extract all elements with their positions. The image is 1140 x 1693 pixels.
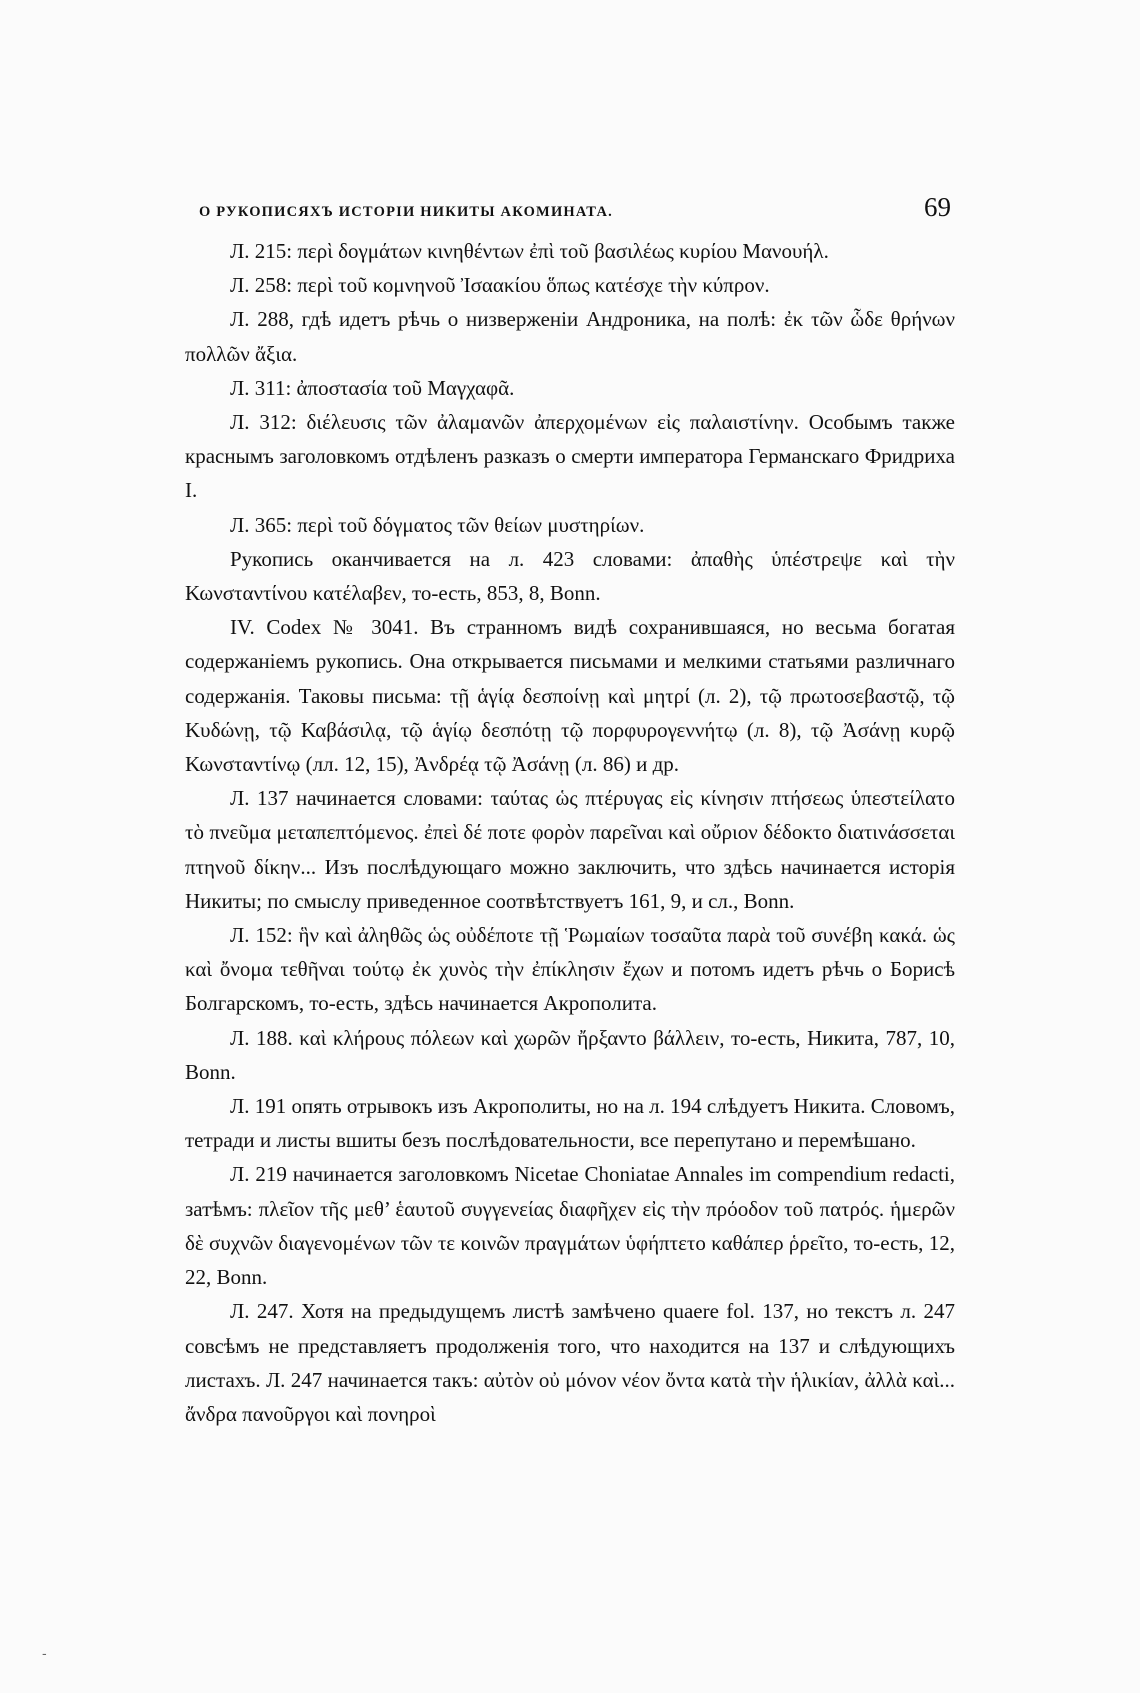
paragraph-l288: Л. 288, гдѣ идетъ рѣчь о низверженіи Андроника, на полѣ: ἐκ τῶν ὧδε θρήνων πολλῶν ἄξια.	[185, 307, 955, 366]
paragraph-l258: Л. 258: περὶ τοῦ κομνηνοῦ Ἰσαακίου ὅπως κατέσχε τὴν κύπρον.	[230, 273, 770, 298]
margin-mark: -	[42, 1645, 47, 1661]
paragraph-l188: Л. 188. καὶ κλήρους πόλεων καὶ χωρῶν ἤρξαντο βάλλειν, то-есть, Никита, 787, 10, Bonn.	[185, 1025, 955, 1084]
page-number: 69	[924, 192, 951, 222]
paragraph-manuscript-end: Рукопись оканчивается на л. 423 словами: ἀπαθὴς ὑπέστρεψε καὶ τὴν Κωνσταντίνου κατέλαβεν, то-есть, 853, 8, Bonn.	[185, 546, 955, 606]
paragraph-l311: Л. 311: ἀποστασία τοῦ Μαγχαφᾶ.	[230, 375, 515, 400]
paragraph-l191: Л. 191 опять отрывокъ изъ Акрополиты, но на л. 194 слѣдуетъ Никита. Словомъ, тетради и листы вшиты безъ послѣдовательности, все перепутано и перемѣшано.	[185, 1094, 955, 1153]
running-head-title: О РУКОПИСЯХЪ ИСТОРІИ НИКИТЫ АКОМИНАТА.	[199, 204, 613, 220]
running-header	[185, 192, 955, 234]
page-content	[185, 192, 955, 1431]
paragraph-l365: Л. 365: περὶ τοῦ δόγματος τῶν θείων μυστηρίων.	[230, 512, 645, 537]
paragraph-l219: Л. 219 начинается заголовкомъ Nicetae Choniatae Annales im compendium redacti, затѣмъ: πλεῖον τῆς μεθ’ ἑαυτοῦ συγγενείας διαφῆχεν εἰς τὴν πρόοδον τοῦ πατρός. ἡμερῶν δὲ συχνῶν διαγενομένων τῶν τε κοινῶν πραγμάτων ὑφήπτετο καθάπερ ῥρεῖτο, то-есть, 12, 22, Bonn.	[185, 1162, 955, 1290]
paragraph-l152: Л. 152: ἣν καὶ ἀληθῶς ὡς οὐδέποτε τῇ Ῥωμαίων τοσαῦτα παρὰ τοῦ συνέβη κακά. ὡς καὶ ὄνομα τεθῆναι τούτῳ ἐκ χυνὸς τὴν ἐπίκλησιν ἔχων и потомъ идетъ рѣчь о Борисѣ Болгарскомъ, то-есть, здѣсь начинается Акрополита.	[185, 923, 955, 1016]
paragraph-l215: Л. 215: περὶ δογμάτων κινηθέντων ἐπὶ τοῦ βασιλέως κυρίου Μανουήλ.	[230, 239, 829, 263]
paragraph-l247: Л. 247. Хотя на предыдущемъ листѣ замѣчено quaere fol. 137, но текстъ л. 247 совсѣмъ не представляетъ продолженія того, что находится на 137 и слѣдующихъ листахъ. Л. 247 начинается такъ: αὐτὸν οὐ μόνον νέον ὄντα κατὰ τὴν ἡλικίαν, ἀλλὰ καὶ... ἄνδρα πανοῦργοι καὶ πονηροὶ	[185, 1299, 955, 1426]
paragraph-l312: Л. 312: διέλευσις τῶν ἀλαμανῶν ἀπερχομένων εἰς παλαιστίνην. Особымъ также краснымъ заголовкомъ отдѣленъ разказъ о смерти императора Германскаго Фридриха I.	[185, 410, 955, 503]
page-body	[185, 234, 955, 1431]
paragraph-l137: Л. 137 начинается словами: ταύτας ὡς πτέρυγας εἰς κίνησιν πτήσεως ὑπεστείλατο τὸ πνεῦμα μεταπεπτόμενος. ἐπεὶ δέ ποτε φορὸν παρεῖναι καὶ οὔριον δέδοκτο διατινάσσεται πτηνοῦ δίκην... Изъ послѣдующаго можно заключить, что здѣсь начинается исторія Никиты; по смыслу приведенное соотвѣтствуетъ 161, 9, и сл., Bonn.	[185, 786, 955, 913]
paragraph-codex-3041: IV. Codex № 3041. Въ странномъ видѣ сохранившаяся, но весьма богатая содержаніемъ рукопись. Она открывается письмами и мелкими статьями различнаго содержанія. Таковы письма: τῇ ἁγίᾳ δεσποίνῃ καὶ μητρί (л. 2), τῷ πρωτοσεβαστῷ, τῷ Κυδώνῃ, τῷ Καβάσιλᾳ, τῷ ἁγίῳ δεσπότῃ τῷ πορφυρογεννήτῳ (л. 8), τῷ Ἀσάνῃ κυρῷ Κωνσταντίνῳ (лл. 12, 15), Ἀνδρέᾳ τῷ Ἀσάνῃ (л. 86) и др.	[185, 615, 955, 777]
